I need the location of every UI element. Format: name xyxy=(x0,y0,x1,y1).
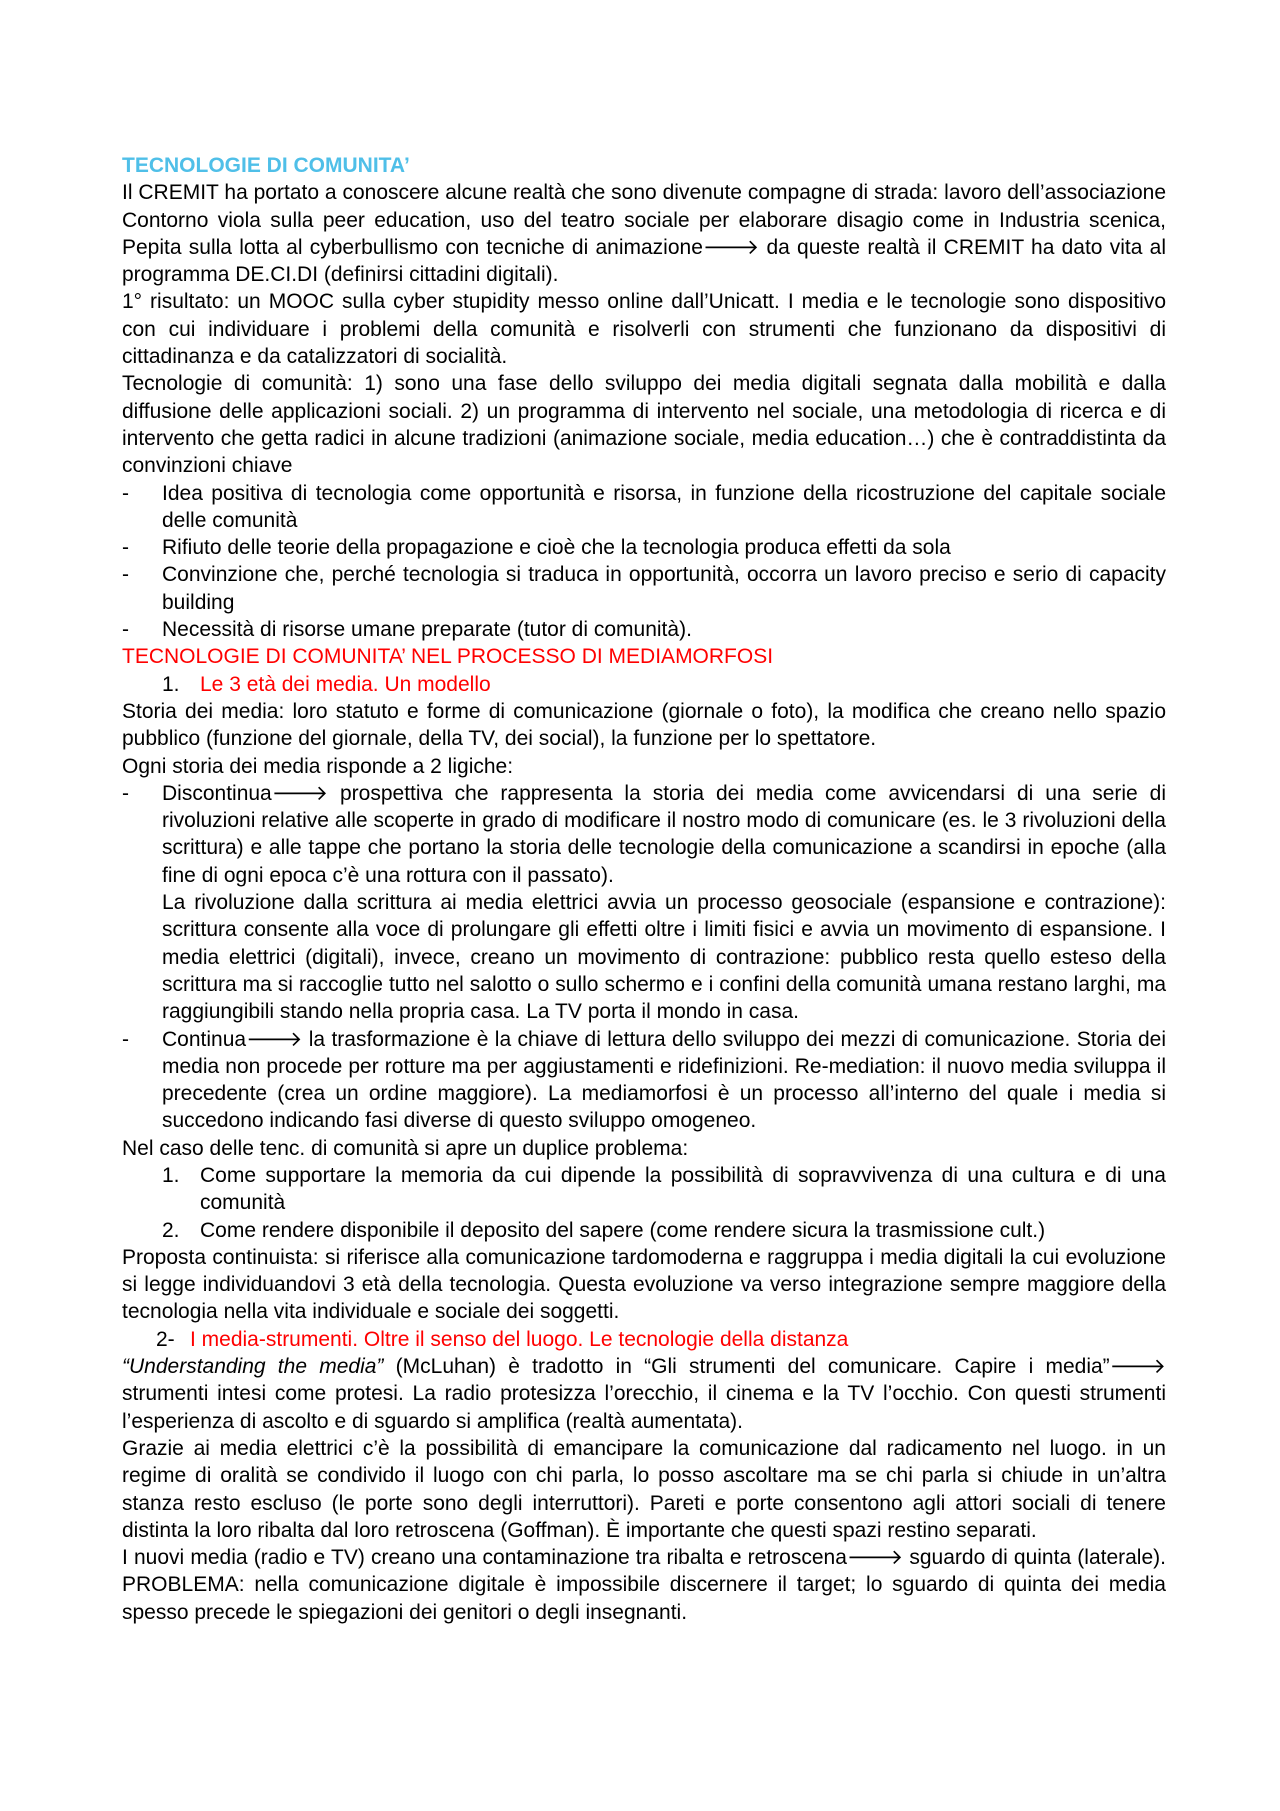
list-item xyxy=(122,616,1166,643)
paragraph-mcluhan xyxy=(122,1353,1166,1435)
document-title: TECNOLOGIE DI COMUNITA’ xyxy=(122,154,410,177)
document-page xyxy=(122,152,1166,1626)
dash-bullet-icon: - xyxy=(122,563,129,587)
list-item-text: Idea positiva di tecnologia come opportunità e risorsa, in funzione della ricostruzione del capitale sociale delle comunità xyxy=(162,481,1166,532)
term-label: Discontinua xyxy=(162,781,272,805)
arrow-icon: 🡒 xyxy=(702,235,760,259)
list-number: 2- xyxy=(156,1327,175,1351)
list-item xyxy=(122,534,1166,561)
list-item-text: Necessità di risorse umane preparate (tutor di comunità). xyxy=(162,618,692,642)
dash-bullet-icon: - xyxy=(122,618,129,642)
list-item-discontinua xyxy=(122,780,1166,889)
list-item-text: prospettiva che rappresenta la storia dei media come avvicendarsi di una serie di rivoluzioni relative alle scoperte in grado di modificare il nostro modo di comunicare (es. le 3 rivoluzioni della scrittura) e alle tappe che portano la storia delle tecnologie della comunicazione a scandirsi in epoche (alla fine di ogni epoca c’è una rottura con il passato). xyxy=(162,781,1166,887)
list-number: 2. xyxy=(162,1218,180,1242)
bullet-list-logiche xyxy=(122,780,1166,1135)
paragraph-cremit xyxy=(122,179,1166,288)
list-item-text: Come rendere disponibile il deposito del sapere (come rendere sicura la trasmissione cult.) xyxy=(200,1218,1046,1242)
dash-bullet-icon: - xyxy=(122,536,129,560)
paragraph-proposta-continuista: Proposta continuista: si riferisce alla comunicazione tardomoderna e raggruppa i media digitali la cui evoluzione si legge individuandovi 3 età della tecnologia. Questa evoluzione va verso integrazione sempre maggiore della tecnologia nella vita individuale e sociale dei soggetti. xyxy=(122,1245,1166,1324)
text-span: strumenti intesi come protesi. La radio protesizza l’orecchio, il cinema e la TV l’occhio. Con questi strumenti l’esperienza di ascolto e di sguardo si amplifica (realtà aumentata). xyxy=(122,1382,1166,1433)
text-span: (McLuhan) è tradotto in “Gli strumenti del comunicare. Capire i media” xyxy=(383,1355,1110,1379)
subsection-title: Le 3 età dei media. Un modello xyxy=(200,672,491,696)
arrow-icon: 🡒 xyxy=(1109,1355,1166,1379)
subsection-heading-media-strumenti xyxy=(122,1326,1166,1353)
list-item-continuation: La rivoluzione dalla scrittura ai media elettrici avvia un processo geosociale (espansione e contrazione): scrittura consente alla voce di prolungare gli effetti oltre i limiti fisici e avvia un movimento di espansione. I media elettrici (digitali), invece, creano un movimento di contrazione: pubblico resta quello esteso della scrittura ma si raccoglie tutto nel salotto o sullo schermo e i confini della comunità umana restano larghi, ma raggiungibili stando nella propria casa. La TV porta il mondo in casa. xyxy=(162,891,1166,1024)
list-item-continua xyxy=(122,1026,1166,1135)
arrow-icon: 🡒 xyxy=(271,781,329,805)
paragraph-media-elettrici: Grazie ai media elettrici c’è la possibilità di emancipare la comunicazione dal radicamento nel luogo. in un regime di oralità se condivido il luogo con chi parla, lo posso ascoltare ma se chi parla si chiude in un’altra stanza resto escluso (le porte sono degli interruttori). Pareti e porte consentono agli attori sociali di tenere distinta la loro ribalta dal loro retroscena (Goffman). È importante che questi spazi restino separati. xyxy=(122,1436,1166,1542)
paragraph-mooc: 1° risultato: un MOOC sulla cyber stupidity messo online dall’Unicatt. I media e le tecnologie sono dispositivo con cui individuare i problemi della comunità e risolverli con strumenti che funzionano da dispositivi di cittadinanza e da catalizzatori di socialità. xyxy=(122,290,1166,369)
subsection-title: I media-strumenti. Oltre il senso del luogo. Le tecnologie della distanza xyxy=(190,1327,849,1351)
text-span: I nuovi media (radio e TV) creano una contaminazione tra ribalta e retroscena xyxy=(122,1546,847,1570)
list-item-text: Convinzione che, perché tecnologia si traduca in opportunità, occorra un lavoro preciso e serio di capacity building xyxy=(162,563,1166,614)
book-title: “Understanding the media” xyxy=(122,1355,384,1379)
text-span: sguardo di quinta (laterale). PROBLEMA: nella comunicazione digitale è impossibile discernere il target; lo sguardo di quinta dei media spesso precede le spiegazioni dei genitori o degli insegnanti. xyxy=(122,1546,1166,1624)
arrow-icon: 🡒 xyxy=(246,1027,303,1051)
paragraph-nuovi-media xyxy=(122,1544,1166,1626)
list-item xyxy=(122,480,1166,535)
term-label: Continua xyxy=(162,1027,247,1051)
dash-bullet-icon: - xyxy=(122,1027,129,1051)
bullet-list-convinzioni xyxy=(122,480,1166,644)
text-span: da queste realtà il CREMIT ha dato vita al programma DE.CI.DI (definirsi cittadini digitali). xyxy=(122,235,1166,287)
list-number: 1. xyxy=(162,672,180,696)
list-item-text: Come supportare la memoria da cui dipende la possibilità di sopravvivenza di una cultura e di una comunità xyxy=(200,1163,1166,1215)
list-item-text: Rifiuto delle teorie della propagazione e cioè che la tecnologia produca effetti da sola xyxy=(162,536,951,560)
list-item xyxy=(122,561,1166,616)
list-number: 1. xyxy=(162,1163,180,1187)
paragraph-tecnologie-comunita: Tecnologie di comunità: 1) sono una fase dello sviluppo dei media digitali segnata dalla mobilità e dalla diffusione delle applicazioni sociali. 2) un programma di intervento nel sociale, una metodologia di ricerca e di intervento che getta radici in alcune tradizioni (animazione sociale, media education…) che è contraddistinta da convinzioni chiave xyxy=(122,372,1166,478)
list-item-text: la trasformazione è la chiave di lettura dello sviluppo dei mezzi di comunicazione. Storia dei media non procede per rotture ma per aggiustamenti e ridefinizioni. Re-mediation: il nuovo media sviluppa il precedente (crea un ordine maggiore). La mediamorfosi è un processo all’interno del quale i media si succedono indicando fasi diverse di questo sviluppo omogeneo. xyxy=(162,1027,1166,1133)
arrow-icon: 🡒 xyxy=(846,1546,904,1570)
text-span: Il CREMIT ha portato a conoscere alcune realtà che sono divenute compagne di strada: lavoro dell’associazione Contorno viola sulla peer education, uso del teatro sociale per elaborare disagio come in Industria scenica, Pepita sulla lotta al cyberbullismo con tecniche di animazione xyxy=(122,181,1166,259)
dash-bullet-icon: - xyxy=(122,481,129,505)
subsection-heading-3-eta xyxy=(122,671,1166,698)
paragraph-storia-media: Storia dei media: loro statuto e forme di comunicazione (giornale o foto), la modifica che creano nello spazio pubblico (funzione del giornale, della TV, dei social), la funzione per lo spettatore. xyxy=(122,699,1166,751)
dash-bullet-icon: - xyxy=(122,781,129,805)
numbered-item xyxy=(122,1217,1166,1244)
paragraph-logiche: Ogni storia dei media risponde a 2 ligiche: xyxy=(122,754,514,778)
numbered-item xyxy=(122,1162,1166,1217)
paragraph-duplice-problema: Nel caso delle tenc. di comunità si apre un duplice problema: xyxy=(122,1136,689,1160)
section-heading-mediamorfosi: TECNOLOGIE DI COMUNITA’ NEL PROCESSO DI MEDIAMORFOSI xyxy=(122,645,774,669)
numbered-list-problemi xyxy=(122,1162,1166,1244)
